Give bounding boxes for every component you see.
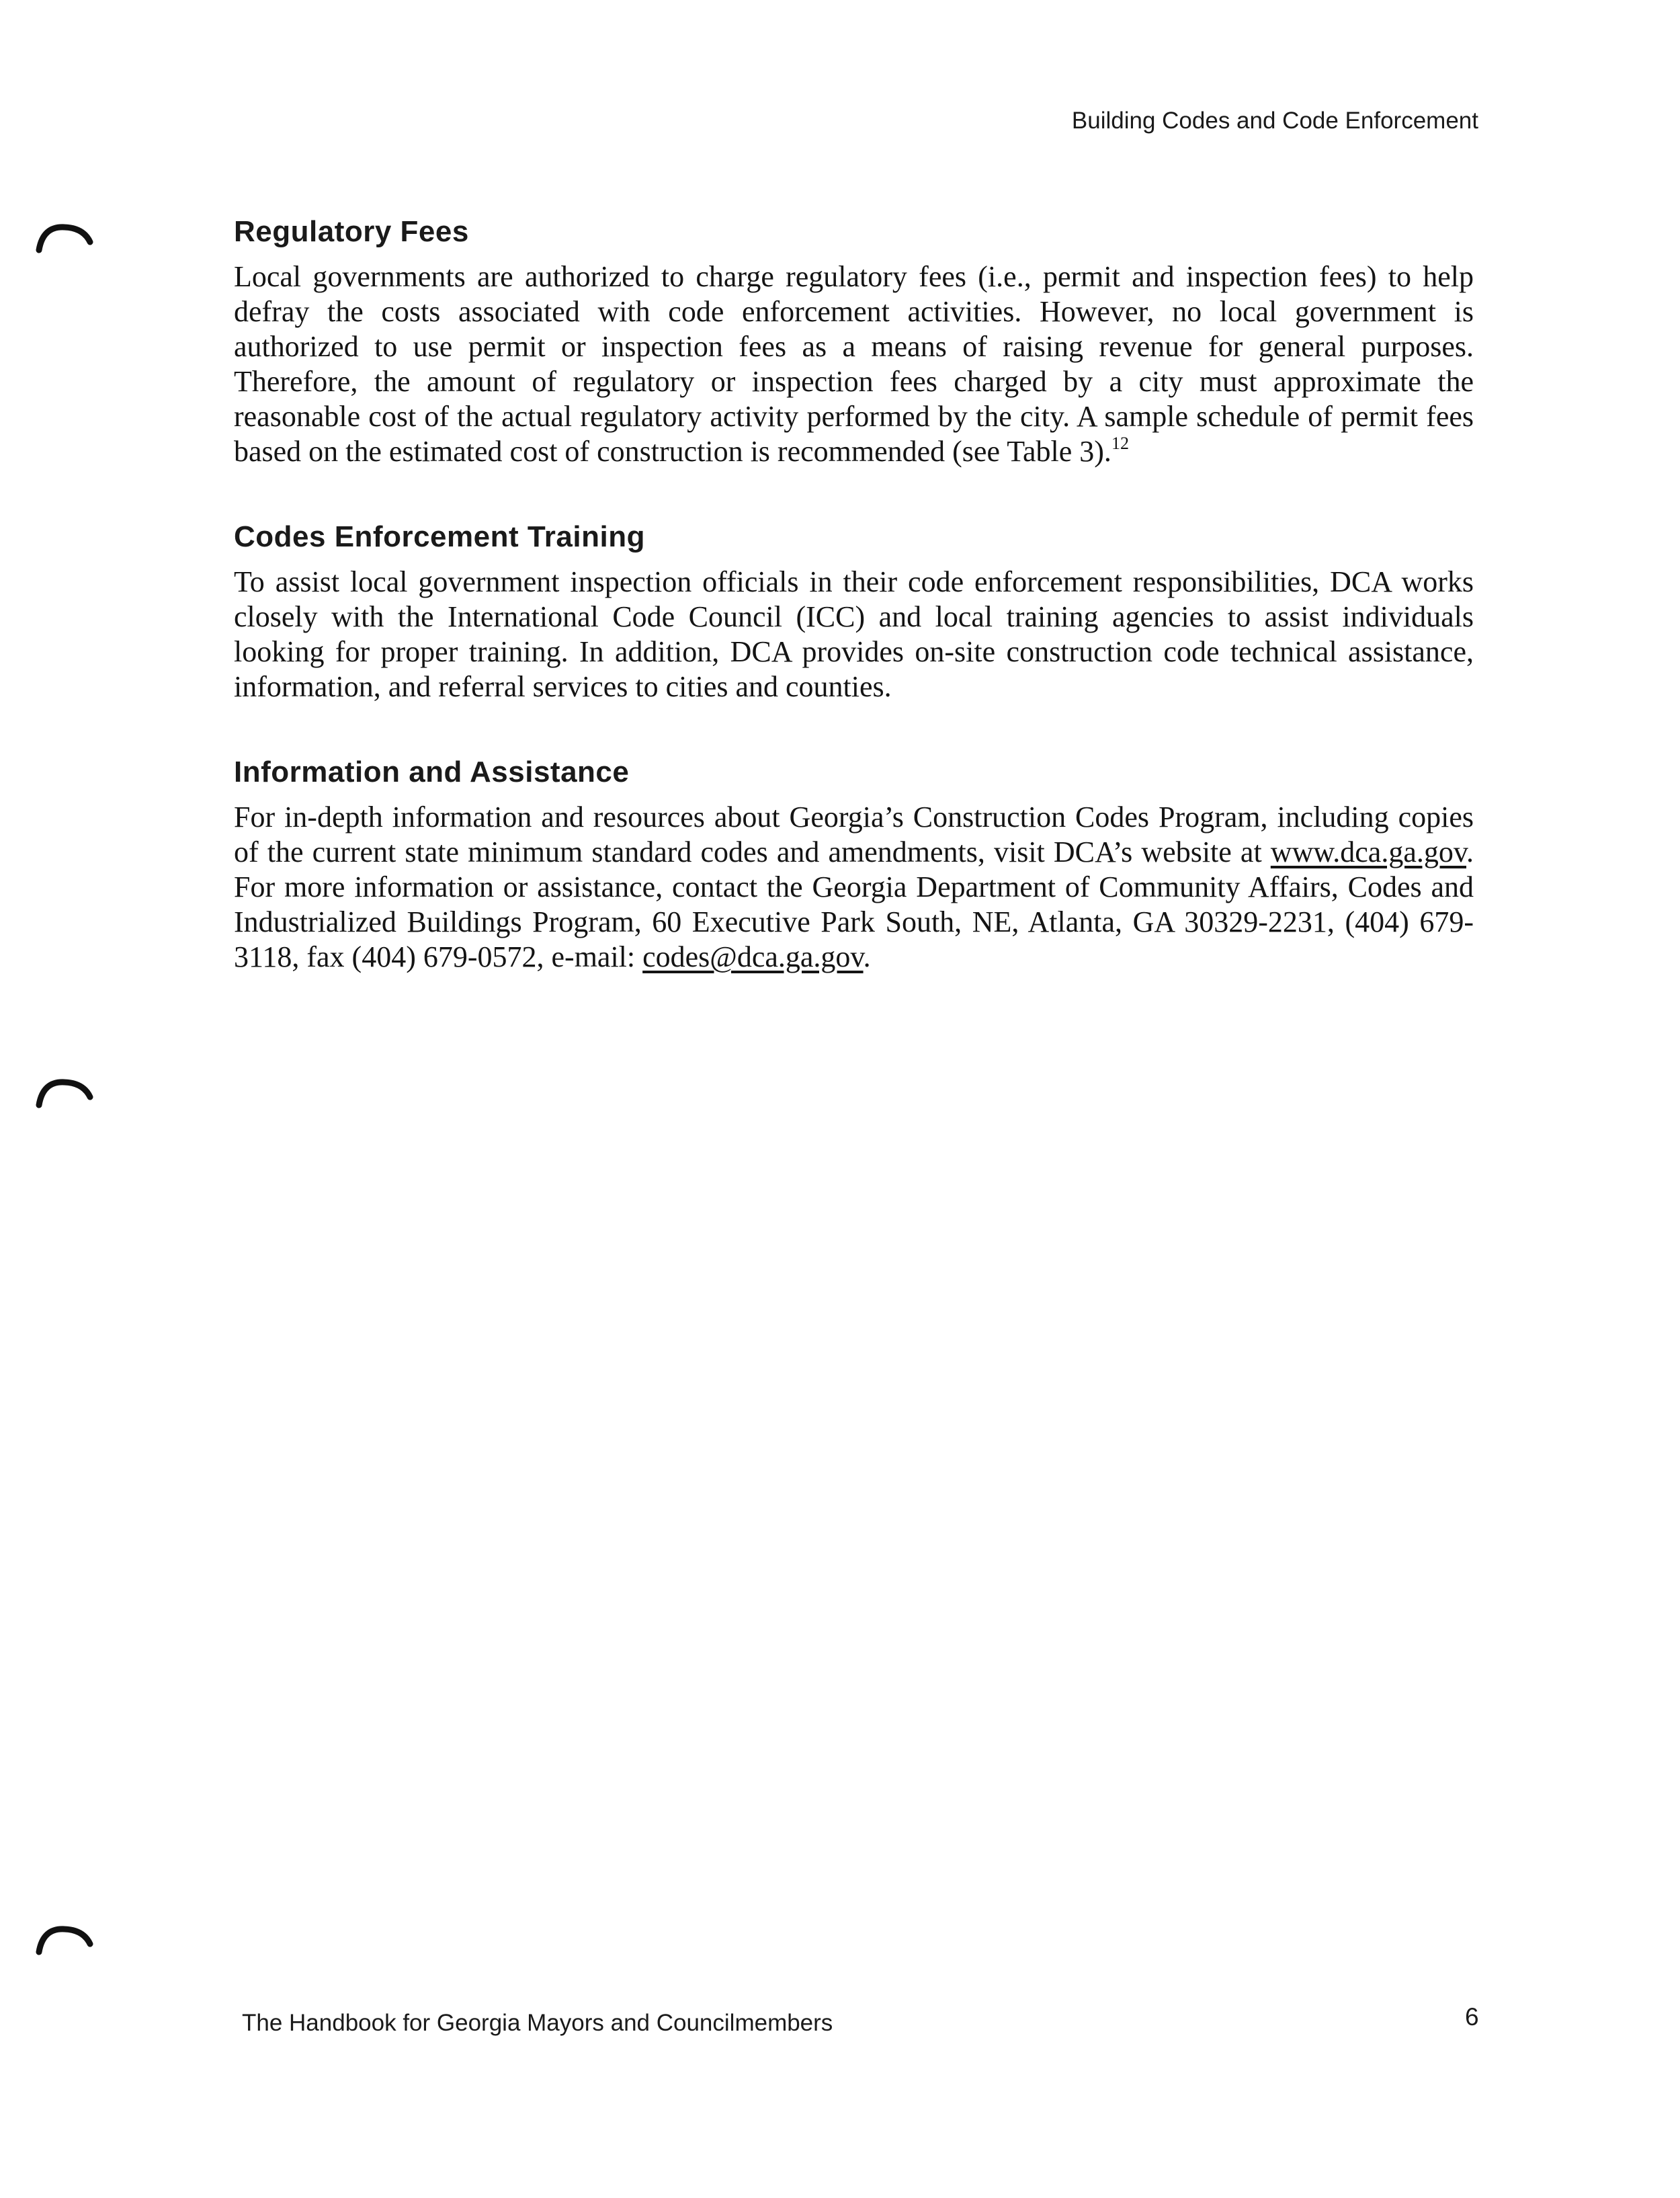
paragraph-training: To assist local government inspection officials in their code enforcement responsibilities, DCA works closely with the International Code Council (ICC) and local training agencies to assist individuals looking for proper training. In addition, DCA provides on-site construction code technical assistance, information, and referral services to cities and counties. [234, 565, 1474, 703]
paragraph-text-end: . [863, 940, 871, 973]
paragraph-text-intro: For in-depth information and resources about Georgia’s Construction Codes Program, including copies of the current state minimum standard codes and amendments, visit DCA’s website at [234, 801, 1474, 868]
footer-book-title: The Handbook for Georgia Mayors and Councilmembers [242, 2010, 833, 2036]
paragraph-text: Local governments are authorized to charge regulatory fees (i.e., permit and inspection fees) to help defray the costs associated with code enforcement activities. However, no local government is authorized to use permit or inspection fees as a means of raising revenue for general purposes. Therefore, the amount of regulatory or inspection fees charged by a city must approximate the reasonable cost of the actual regulatory activity performed by the city. A sample schedule of permit fees based on the estimated cost of construction is recommended (see Table 3). [234, 260, 1474, 468]
section-information [234, 756, 1474, 975]
section-heading-training: Codes Enforcement Training [234, 520, 645, 553]
main-content [234, 215, 1474, 975]
binder-hole-mark-middle [35, 1077, 94, 1109]
section-heading-regulatory-fees: Regulatory Fees [234, 215, 469, 248]
binder-hole-mark-top [35, 222, 94, 254]
page-number: 6 [1465, 2003, 1479, 2031]
section-training [234, 520, 1474, 704]
website-link[interactable]: www.dca.ga.gov [1270, 836, 1466, 868]
paragraph-information [234, 800, 1474, 975]
section-regulatory-fees [234, 215, 1474, 469]
paragraph-text-contact: . For more information or assistance, contact the Georgia Department of Community Affairs, Codes and Industrialized Buildings Program, 60 Executive Park South, NE, Atlanta, GA 30329-2231, (404) 679-3118, fax (404) 679-0572, e-mail: [234, 836, 1474, 973]
email-link[interactable]: codes@dca.ga.gov [642, 940, 864, 973]
section-heading-information: Information and Assistance [234, 756, 630, 788]
binder-hole-mark-bottom [35, 1924, 94, 1956]
footnote-reference[interactable]: 12 [1111, 434, 1129, 453]
paragraph-regulatory-fees [234, 259, 1474, 469]
running-header: Building Codes and Code Enforcement [1071, 108, 1478, 134]
